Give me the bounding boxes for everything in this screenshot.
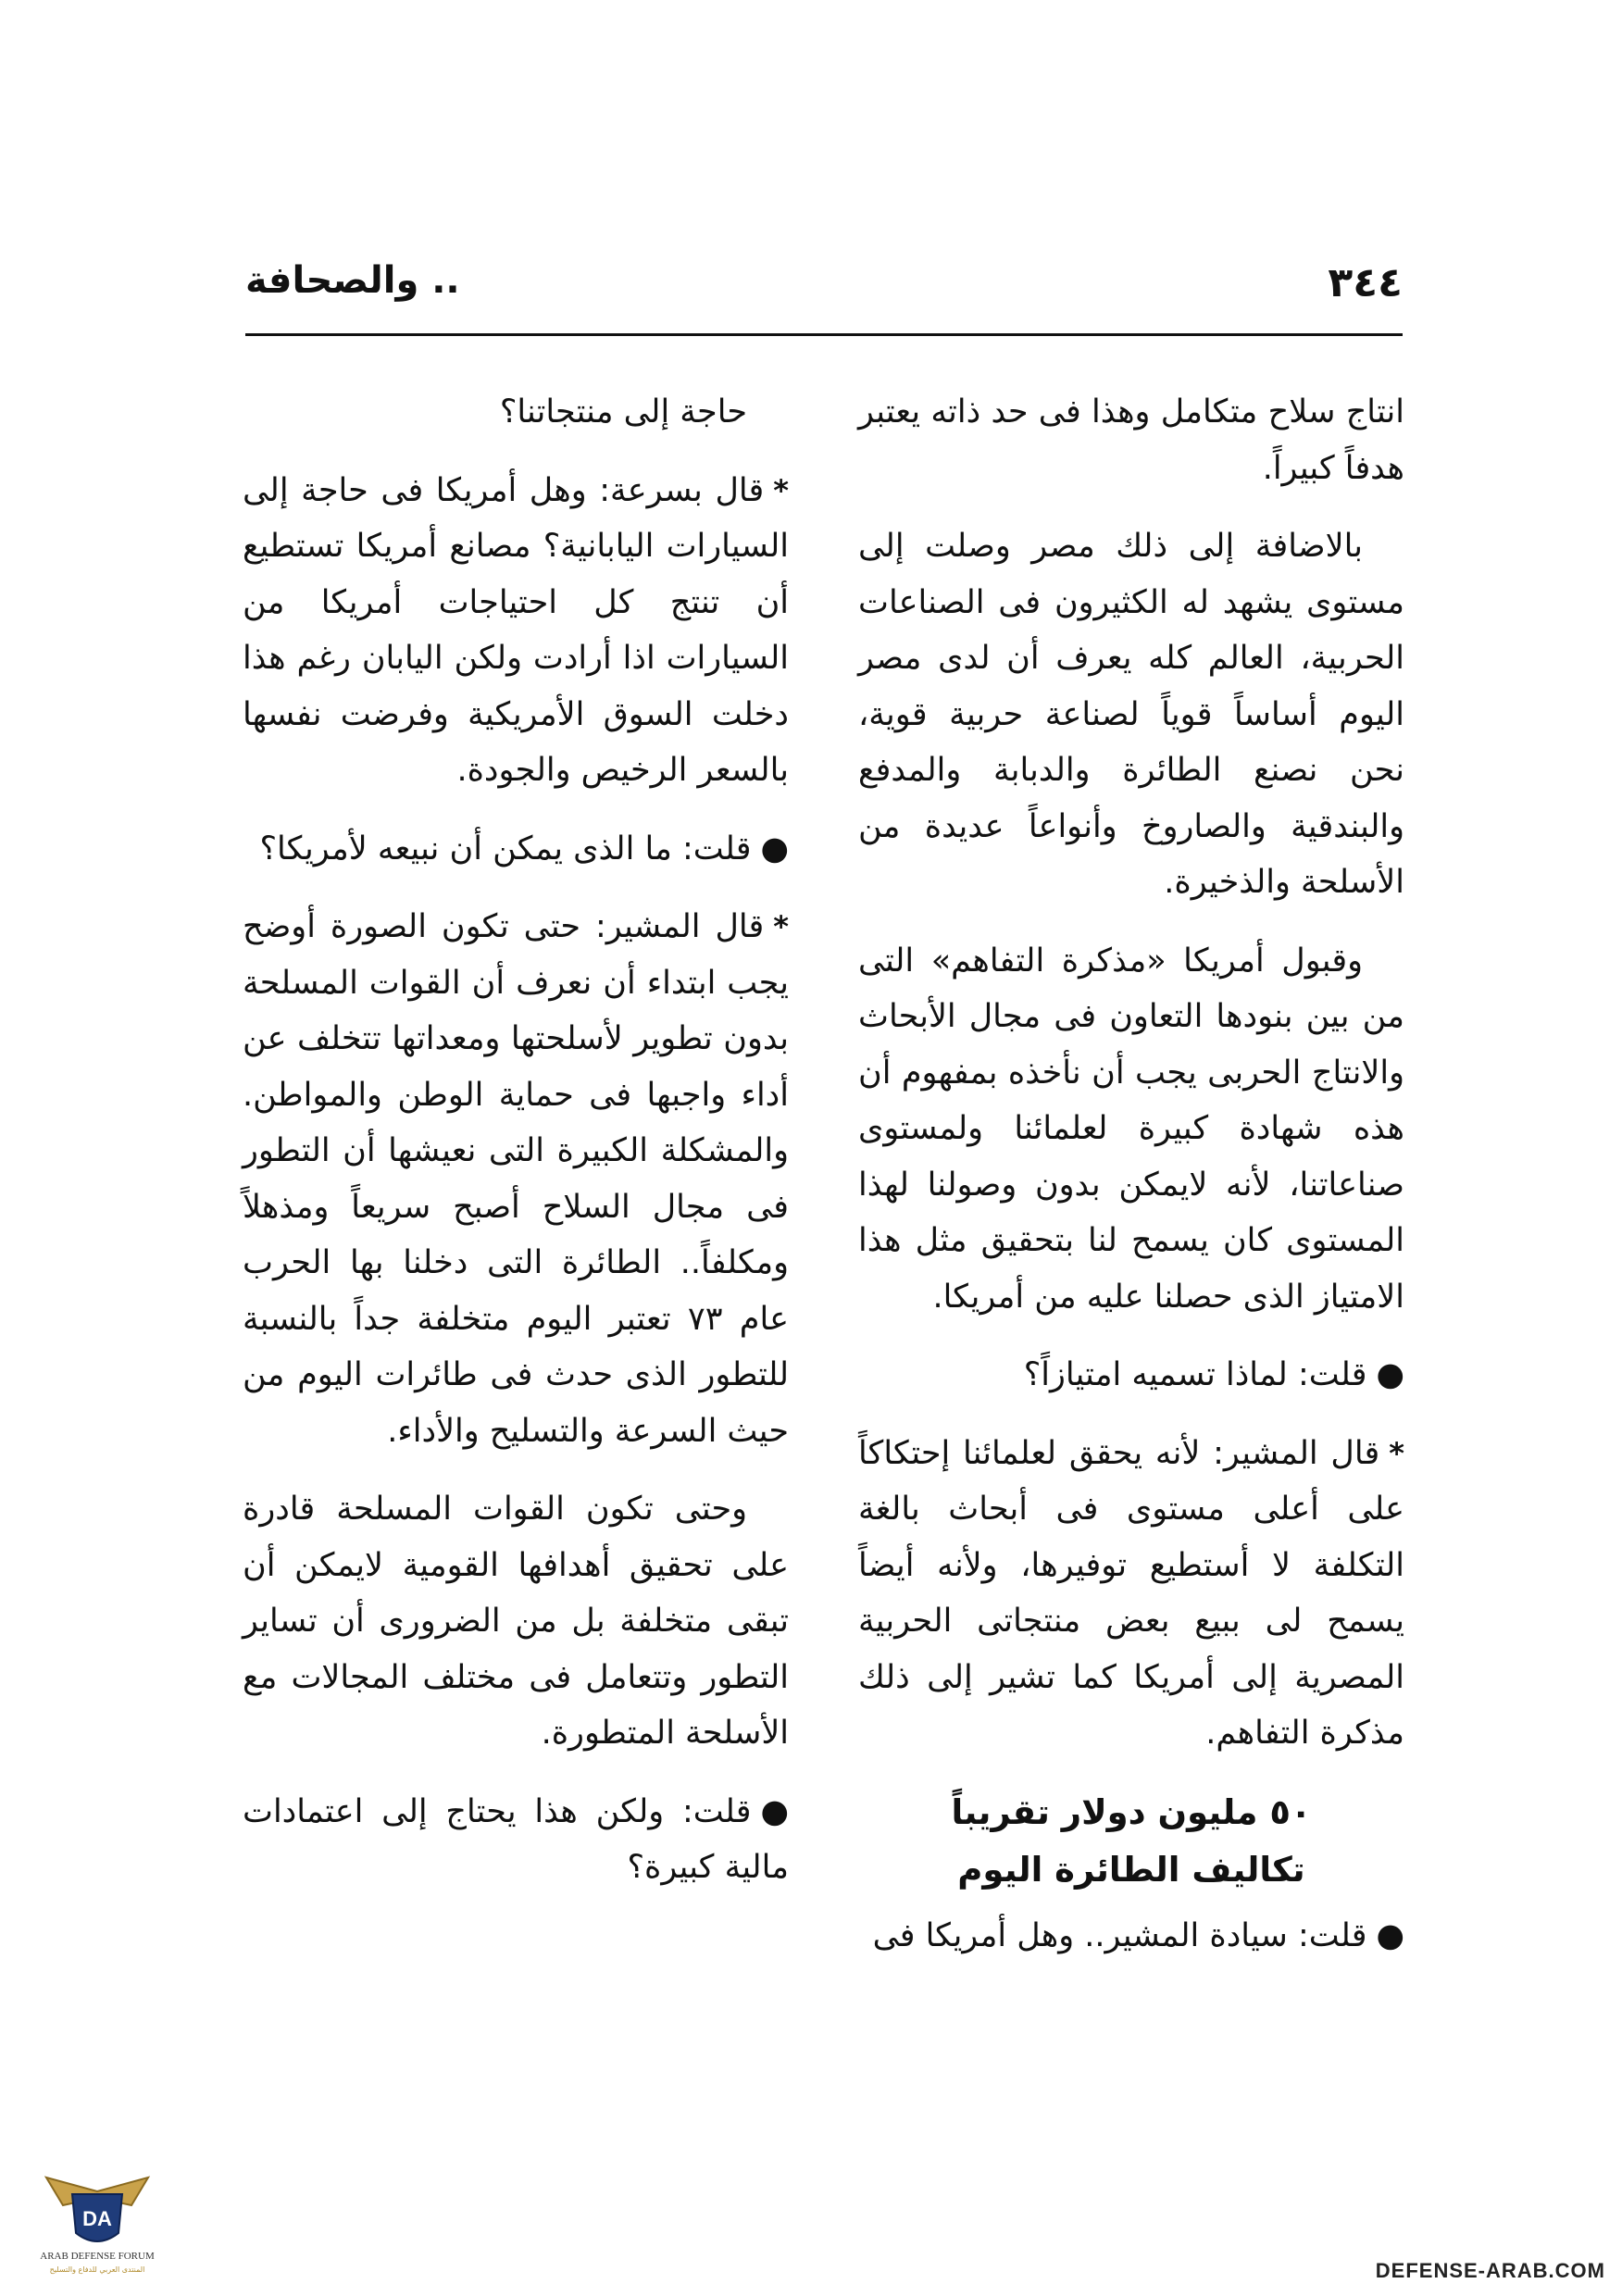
page-number: ٣٤٤ [1328,259,1403,306]
watermark-site: DEFENSE-ARAB.COM [1375,2259,1605,2282]
paragraph: وحتى تكون القوات المسلحة قادرة على تحقيق أهدافها القومية لايمكن أن تبقى متخلفة بل من الضرورى أن تساير التطور وتتعامل فى مختلف المجالات مع الأسلحة المتطورة. [243,1491,789,1752]
header-rule [245,333,1403,336]
answer-paragraph [858,1426,1404,1762]
subheading-line: ٥٠ مليون دولار تقريباً [951,1791,1312,1832]
paragraph: بالاضافة إلى ذلك مصر وصلت إلى مستوى يشهد له الكثيرون فى الصناعات الحربية، العالم كله يعرف أن لدى مصر اليوم أساساً قوياً لصناعة حربية قوية، نحن نصنع الطائرة والدبابة والمدفع والبندقية والصاروخ وأنواعاً عديدة من الأسلحة والذخيرة. [858,528,1404,901]
forum-logo-icon [28,2140,167,2279]
running-head: .. والصحافة [245,259,460,302]
answer-paragraph [243,899,789,1459]
question-bullet-icon: ● [1376,1356,1404,1393]
question-paragraph [243,821,789,878]
paragraph: حاجة إلى منتجاتنا؟ [499,393,747,430]
question-bullet-icon: ● [760,830,789,867]
question-text: قلت: ما الذى يمكن أن نبيعه لأمريكا؟ [259,830,752,867]
answer-text: قال المشير: لأنه يحقق لعلمائنا إحتكاكاً على أعلى مستوى فى أبحاث بالغة التكلفة لا أستطيع توفيرها، ولأنه أيضاً يسمح لى ببيع بعض منتجاتى الحربية المصرية إلى أمريكا كما تشير إلى ذلك مذكرة التفاهم. [858,1434,1404,1752]
question-paragraph [243,1784,789,1896]
logo-caption: ARAB DEFENSE FORUM [40,2251,155,2262]
right-column [858,384,1404,1986]
question-text: قلت: لماذا تسميه امتيازاً؟ [1023,1356,1367,1393]
answer-star-icon: * [1389,1435,1404,1471]
answer-text: قال بسرعة: وهل أمريكا فى حاجة إلى السيارات اليابانية؟ مصانع أمريكا تستطيع أن تنتج كل احتياجات أمريكا من السيارات اذا أرادت ولكن اليابان رغم هذا دخلت السوق الأمريكية وفرضت نفسها بالسعر الرخيص والجودة. [243,471,789,789]
question-bullet-icon: ● [760,1792,789,1830]
page-header [245,259,1403,311]
logo-caption-arabic: المنتدى العربي للدفاع والتسليح [49,2265,145,2274]
question-bullet-icon: ● [1376,1916,1404,1954]
logo-letters: DA [82,2207,112,2230]
answer-star-icon: * [773,909,789,944]
question-paragraph [858,1347,1404,1404]
answer-paragraph [243,463,789,799]
question-paragraph [858,1908,1404,1965]
paragraph: انتاج سلاح متكامل وهذا فى حد ذاته يعتبر هدفاً كبيراً. [858,393,1404,487]
left-column [243,384,789,1918]
question-text: قلت: ولكن هذا يحتاج إلى اعتمادات مالية كبيرة؟ [243,1792,789,1886]
answer-text: قال المشير: حتى تكون الصورة أوضح يجب ابتداء أن نعرف أن القوات المسلحة بدون تطوير لأسلحتها ومعداتها تتخلف عن أداء واجبها فى حماية الوطن والمواطن. والمشكلة الكبيرة التى نعيشها أن التطور فى مجال السلاح أصبح سريعاً ومذهلاً ومكلفاً.. الطائرة التى دخلنا بها الحرب عام ٧٣ تعتبر اليوم متخلفة جداً بالنسبة للتطور الذى حدث فى طائرات اليوم من حيث السرعة والتسليح والأداء. [243,908,790,1450]
section-subheading [858,1784,1404,1899]
answer-star-icon: * [773,472,789,508]
question-text: قلت: سيادة المشير.. وهل أمريكا فى [872,1916,1367,1954]
subheading-line: تكاليف الطائرة اليوم [957,1849,1305,1890]
paragraph: وقبول أمريكا «مذكرة التفاهم» التى من بين بنودها التعاون فى مجال الأبحاث والانتاج الحربى يجب أن نأخذه بمفهوم أن هذه شهادة كبيرة لعلمائنا ولمستوى صناعاتنا، لأنه لايمكن بدون وصولنا لهذا المستوى كان يسمح لنا بتحقيق مثل هذا الامتياز الذى حصلنا عليه من أمريكا. [858,942,1404,1316]
